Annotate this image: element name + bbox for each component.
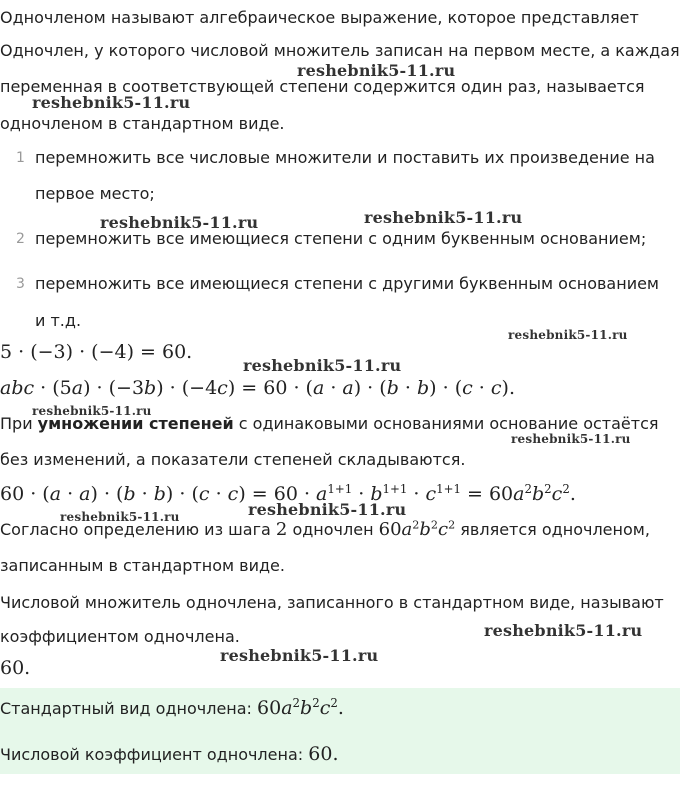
step-2-text: перемножить все имеющиеся степени с одним буквенным основанием; <box>35 229 647 248</box>
answer-coefficient <box>0 742 338 767</box>
watermark: reshebnik5-11.ru <box>100 213 259 232</box>
conclusion-pre: Согласно определению из шага <box>0 520 276 539</box>
answer-standard-label: Стандартный вид одночлена: <box>0 699 258 718</box>
formula-numeric-product: 5 · (−3) · (−4) = 60. <box>0 341 193 363</box>
step-number-ref: 2 <box>275 519 288 540</box>
watermark: reshebnik5-11.ru <box>220 646 379 665</box>
coefficient-value: 60. <box>0 657 31 679</box>
answer-coefficient-label: Числовой коэффициент одночлена: <box>0 745 309 764</box>
definition-line-1: Одночлен, у которого числовой множитель записан на первом месте, а каждая <box>0 41 680 60</box>
step-1-number: 1 <box>16 150 25 166</box>
watermark: reshebnik5-11.ru <box>508 328 628 342</box>
step-1-text-cont: первое место; <box>35 184 155 203</box>
watermark: reshebnik5-11.ru <box>60 510 180 524</box>
watermark: reshebnik5-11.ru <box>364 208 523 227</box>
watermark: reshebnik5-11.ru <box>511 432 631 446</box>
monomial-inline: $60a^2b^2c^2$ <box>378 518 456 540</box>
formula-expanded-product: abc · (5a) · (−3b) · (−4c) = 60 · (a · a) · (b · b) · (c · c). <box>0 377 515 399</box>
watermark: reshebnik5-11.ru <box>32 93 191 112</box>
answer-standard-value: $60a^2b^2c^2$. <box>257 695 344 719</box>
watermark: reshebnik5-11.ru <box>248 500 407 519</box>
answer-box <box>0 688 680 774</box>
conclusion-post: является одночленом, <box>455 520 650 539</box>
step-3-number: 3 <box>16 276 25 292</box>
definition-line-3: одночленом в стандартном виде. <box>0 114 285 133</box>
step-2-number: 2 <box>16 231 25 247</box>
formula-exponents: $60 \cdot (a \cdot a) \cdot (b \cdot b) \cdot (c \cdot c) = 60 \cdot a^{1+1} \cdot b^{1+1} \cdot c^{1+1} = 60a^2b^2c^2$. <box>0 481 576 505</box>
intro-text: Одночленом называют алгебраическое выражение, которое представляет <box>0 8 639 27</box>
power-rule-bold: умножении степеней <box>37 414 234 433</box>
power-rule-line-2: без изменений, а показатели степеней складываются. <box>0 450 466 469</box>
watermark: reshebnik5-11.ru <box>32 404 152 418</box>
watermark: reshebnik5-11.ru <box>243 356 402 375</box>
answer-period: . <box>332 743 339 765</box>
watermark: reshebnik5-11.ru <box>297 61 456 80</box>
power-rule-post: с одинаковыми основаниями основание остаётся <box>233 414 659 433</box>
definition-line-2: переменная в соответствующей степени содержится один раз, называется <box>0 77 645 96</box>
answer-standard-form <box>0 696 344 721</box>
answer-coefficient-value: 60 <box>308 743 333 765</box>
coefficient-def-line-2: коэффициентом одночлена. <box>0 627 240 646</box>
conclusion-mid: одночлен <box>287 520 379 539</box>
coefficient-def-line-1: Числовой множитель одночлена, записанного в стандартном виде, называют <box>0 593 664 612</box>
step-3-text-cont: и т.д. <box>35 311 82 330</box>
watermark: reshebnik5-11.ru <box>484 621 643 640</box>
power-rule-pre: При <box>0 414 38 433</box>
step-3-text: перемножить все имеющиеся степени с другими буквенным основанием <box>35 274 659 293</box>
conclusion-line-2: записанным в стандартном виде. <box>0 556 285 575</box>
step-1-text: перемножить все числовые множители и поставить их произведение на <box>35 148 655 167</box>
